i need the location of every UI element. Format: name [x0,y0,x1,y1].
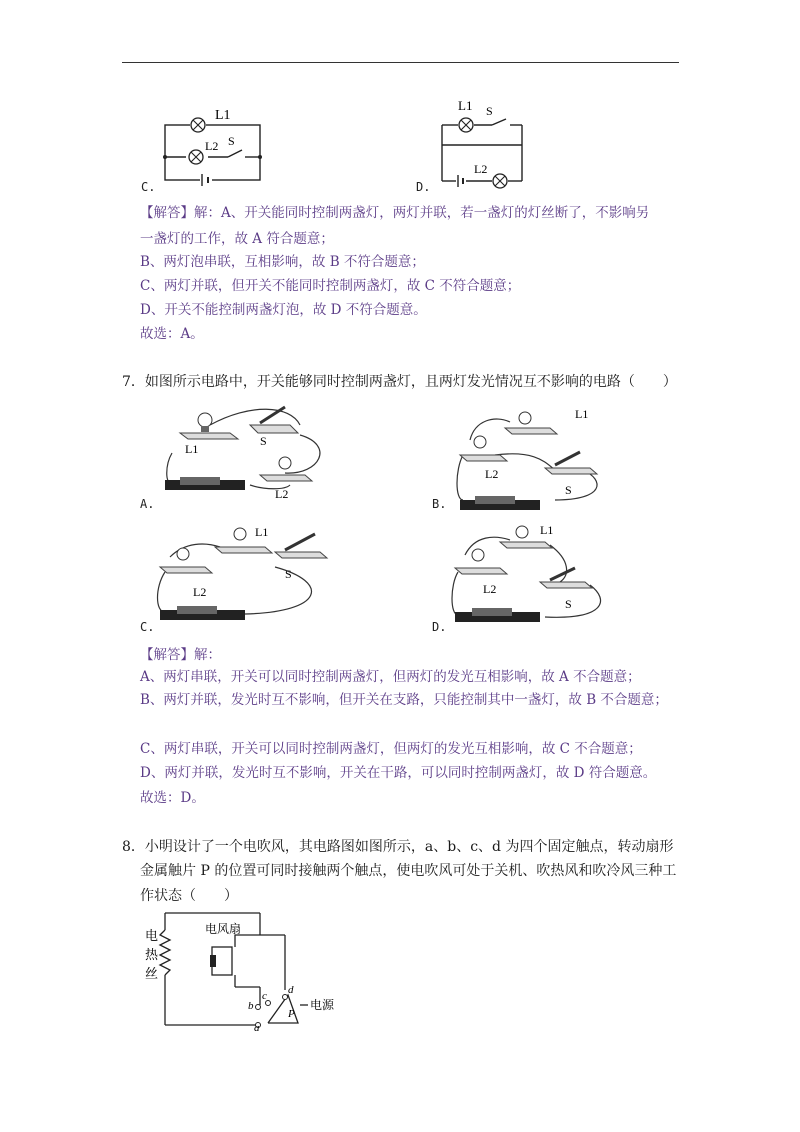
answer6-line4: C、两灯并联，但开关不能同时控制两盏灯，故 C 不符合题意； [140,278,521,294]
answer7-line5: D、两灯并联，发光时互不影响，开关在干路，可以同时控制两盏灯，故 D 符合题意。 [140,765,657,781]
question8-line2: 金属触片 P 的位置可同时接触两个触点，使电吹风可处于关机、吹热风和吹冷风三种工 [140,863,677,879]
svg-text:S: S [285,567,292,581]
svg-text:S: S [486,104,493,118]
svg-text:电风扇: 电风扇 [205,922,242,936]
svg-text:L2: L2 [275,487,289,500]
svg-text:L1: L1 [255,525,269,539]
option-c-label: C. [140,620,155,634]
svg-text:d: d [288,984,294,996]
answer6-line6: 故选：A。 [140,326,204,342]
svg-text:电: 电 [145,928,159,943]
knife-switch-icon [285,534,315,550]
svg-text:热: 热 [145,947,159,962]
answer7-line4: C、两灯串联，开关可以同时控制两盏灯，但两灯的发光互相影响，故 C 不合题意； [140,741,642,757]
svg-text:c: c [262,990,267,1002]
svg-text:电源: 电源 [310,998,335,1012]
resistor-icon [160,930,170,975]
bulb-icon [234,528,246,540]
knife-switch-icon [555,452,580,465]
svg-text:S: S [565,483,572,497]
answer6-line5: D、开关不能控制两盏灯泡，故 D 不符合题意。 [140,302,427,318]
bulb-icon [472,549,484,561]
svg-text:b: b [248,1000,254,1012]
svg-text:L2: L2 [483,582,497,596]
circuit-diagram-c [150,95,280,195]
answer7-line6: 故选：D。 [140,790,205,806]
question7-stem: 7．如图所示电路中，开关能够同时控制两盏灯，且两灯发光情况互不影响的电路（ ） [122,374,677,390]
option-c-label: C. [141,180,156,194]
circuit-diagram-d [430,93,540,193]
question8-line1: 8．小明设计了一个电吹风，其电路图如图所示，a、b、c、d 为四个固定触点，转动扇形 [122,839,674,855]
question8-line3: 作状态（ ） [140,888,238,904]
svg-text:S: S [260,434,267,448]
photo-circuit-b [455,400,605,510]
option-a-label: A. [140,497,155,511]
answer7-line2: A、两灯串联，开关可以同时控制两盏灯，但两灯的发光互相影响，故 A 不合题意； [140,669,641,685]
option-b-label: B. [432,497,447,511]
hairdryer-circuit-diagram [140,905,340,1035]
svg-text:L1: L1 [458,98,473,113]
option-d-label: D. [432,620,447,634]
svg-text:丝: 丝 [145,966,159,981]
answer6-line2: 一盏灯的工作，故 A 符合题意； [140,231,334,247]
svg-text:L1: L1 [575,407,589,421]
option-d-label: D. [416,180,431,194]
svg-text:L2: L2 [474,162,488,176]
bulb-icon [279,457,291,469]
svg-text:L1: L1 [185,442,199,456]
svg-text:L2: L2 [205,139,219,153]
bulb-icon [177,548,189,560]
bulb-icon [519,412,531,424]
svg-text:L1: L1 [215,108,231,123]
svg-text:S: S [565,597,572,611]
svg-text:P: P [288,1008,295,1020]
answer6-line3: B、两灯泡串联，互相影响，故 B 不符合题意； [140,254,425,270]
header-rule [122,62,679,63]
photo-circuit-c [155,522,330,627]
svg-text:a: a [254,1022,260,1034]
svg-text:S: S [228,134,235,148]
bulb-icon [198,413,212,427]
svg-text:L2: L2 [193,585,207,599]
knife-switch-icon [550,568,575,580]
photo-circuit-a [160,395,335,500]
bulb-icon [474,436,486,448]
answer7-line3: B、两灯并联，发光时互不影响，但开关在支路，只能控制其中一盏灯，故 B 不合题意； [140,692,668,708]
bulb-icon [516,526,528,538]
answer6-line1: 【解答】解：A、开关能同时控制两盏灯，两灯并联，若一盏灯的灯丝断了，不影响另 [140,205,650,221]
photo-circuit-d [450,520,605,630]
svg-text:L1: L1 [540,523,554,537]
answer7-line1: 【解答】解： [140,647,221,663]
svg-text:L2: L2 [485,467,499,481]
